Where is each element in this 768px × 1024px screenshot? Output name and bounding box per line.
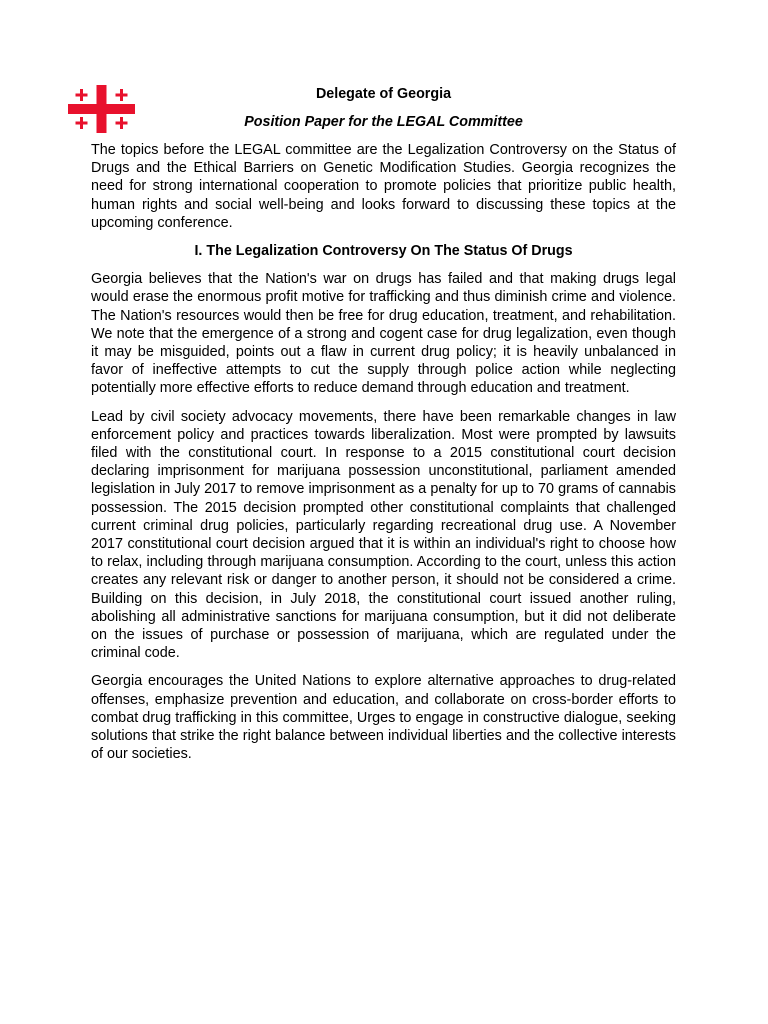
- section-heading: I. The Legalization Controversy On The Status Of Drugs: [194, 243, 573, 260]
- section-paragraph: Georgia encourages the United Nations to explore alternative approaches to drug-related offenses, emphasize prevention and education, and collaborate on cross-border efforts to combat drug trafficking in this committee, Urges to engage in constructive dialogue, seeking solutions that strike the right balance between individual liberties and the collective interests of our societies.: [91, 673, 676, 763]
- document-body: [91, 141, 676, 774]
- section-paragraph: Georgia believes that the Nation's war on drugs has failed and that making drugs legal would erase the enormous profit motive for trafficking and thus diminish crime and violence. The Nation's resources would then be free for drug education, treatment, and rehabilitation. We note that the emergence of a strong and cogent case for drug legalization, even though it may be misguided, points out a flaw in current drug policy; it is heavily unbalanced in favor of ineffective attempts to cut the supply through police action while neglecting potentially more effective efforts to reduce demand through education and treatment.: [91, 271, 676, 397]
- intro-paragraph: The topics before the LEGAL committee are the Legalization Controversy on the Status of Drugs and the Ethical Barriers on Genetic Modification Studies. Georgia recognizes the need for strong international cooperation to promote policies that prioritize public health, human rights and social well-being and looks forward to discussing these topics at the upcoming conference.: [91, 142, 676, 231]
- page-title: Delegate of Georgia: [315, 86, 452, 102]
- page-subtitle: Position Paper for the LEGAL Committee: [244, 114, 523, 130]
- section-paragraph: Lead by civil society advocacy movements, there have been remarkable changes in law enforcement policy and practices towards liberalization. Most were prompted by lawsuits filed with the constitutional court. In response to a 2015 constitutional court decision declaring imprisonment for marijuana possession unconstitutional, parliament amended legislation in July 2017 to remove imprisonment as a penalty for up to 70 grams of cannabis possession. The 2015 decision prompted other constitutional complaints that challenged current criminal drug policies, particularly regarding recreational drug use. A November 2017 constitutional court decision argued that it is within an individual's right to choose how to relax, including through marijuana consumption. According to the court, unless this action creates any relevant risk or danger to another person, it should not be considered a crime. Building on this decision, in July 2018, the constitutional court issued another ruling, abolishing all administrative sanctions for marijuana consumption, but it did not deliberate on the issues of purchase or possession of marijuana, which are regulated under the criminal code.: [91, 408, 676, 662]
